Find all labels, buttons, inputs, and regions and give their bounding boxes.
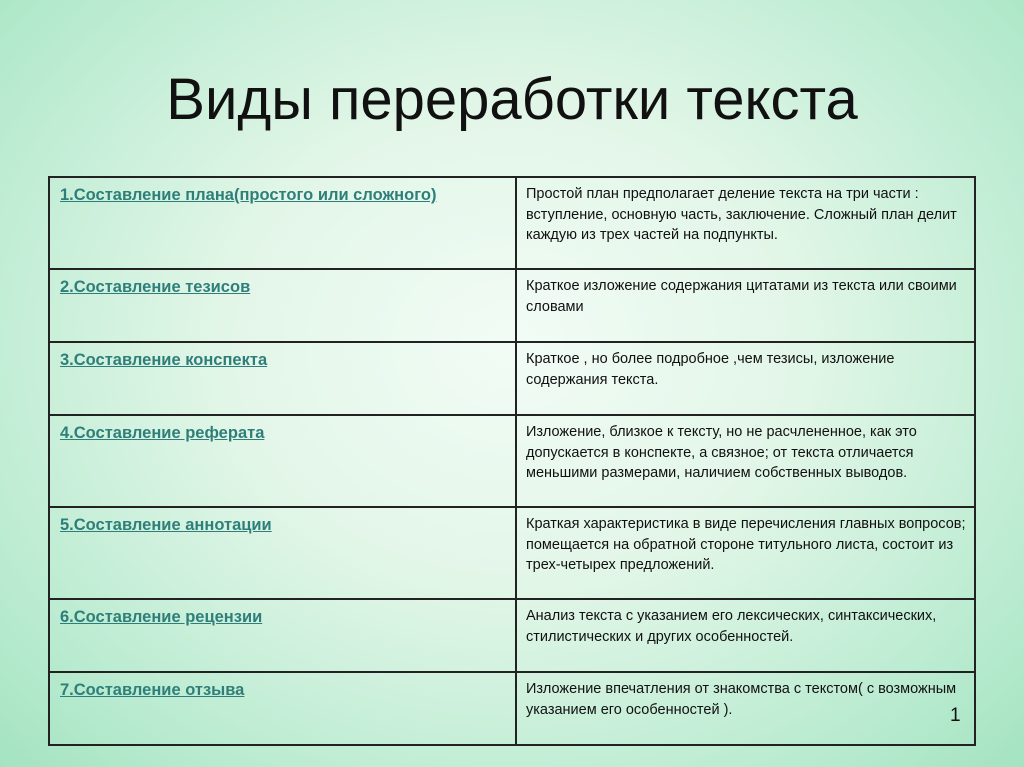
slide-title: Виды переработки текста	[166, 67, 858, 132]
table-row	[49, 599, 975, 672]
table-cell-name	[49, 507, 516, 599]
row-link-annotation[interactable]: 5.Составление аннотации	[60, 516, 272, 534]
row-link-synopsis[interactable]: 3.Составление конспекта	[60, 351, 268, 369]
table-cell-name	[49, 415, 516, 507]
table-cell-name	[49, 269, 516, 342]
row-link-feedback[interactable]: 7.Составление отзыва	[60, 681, 245, 699]
row-link-abstract[interactable]: 4.Составление реферата	[60, 424, 265, 442]
slide-number: 1	[950, 705, 961, 726]
table-row	[49, 269, 975, 342]
table-cell-description: Краткое изложение содержания цитатами из текста или своими словами	[516, 269, 975, 342]
row-link-theses[interactable]: 2.Составление тезисов	[60, 278, 251, 296]
table-cell-description: Изложение, близкое к тексту, но не расчлененное, как это допускается в конспекте, а связное; от текста отличается меньшими размерами, наличием собственных выводов.	[516, 415, 975, 507]
table-cell-name	[49, 599, 516, 672]
table-row	[49, 177, 975, 269]
table-row	[49, 672, 975, 745]
table-row	[49, 415, 975, 507]
table-cell-description: Краткая характеристика в виде перечисления главных вопросов; помещается на обратной стороне титульного листа, состоит из трех-четырех предложений.	[516, 507, 975, 599]
table-cell-description: Изложение впечатления от знакомства с текстом( с возможным указанием его особенностей ).	[516, 672, 975, 745]
table-cell-name	[49, 177, 516, 269]
row-link-plan[interactable]: 1.Составление плана(простого или сложного)	[60, 186, 437, 204]
table-row	[49, 507, 975, 599]
table-cell-name	[49, 342, 516, 415]
row-link-review[interactable]: 6.Составление рецензии	[60, 608, 263, 626]
table-cell-description: Простой план предполагает деление текста на три части : вступление, основную часть, заключение. Сложный план делит каждую из трех частей на подпункты.	[516, 177, 975, 269]
table-cell-description: Краткое , но более подробное ,чем тезисы, изложение содержания текста.	[516, 342, 975, 415]
table-cell-name	[49, 672, 516, 745]
table-row	[49, 342, 975, 415]
text-processing-table	[48, 176, 976, 746]
table-cell-description: Анализ текста с указанием его лексических, синтаксических, стилистических и других особенностей.	[516, 599, 975, 672]
